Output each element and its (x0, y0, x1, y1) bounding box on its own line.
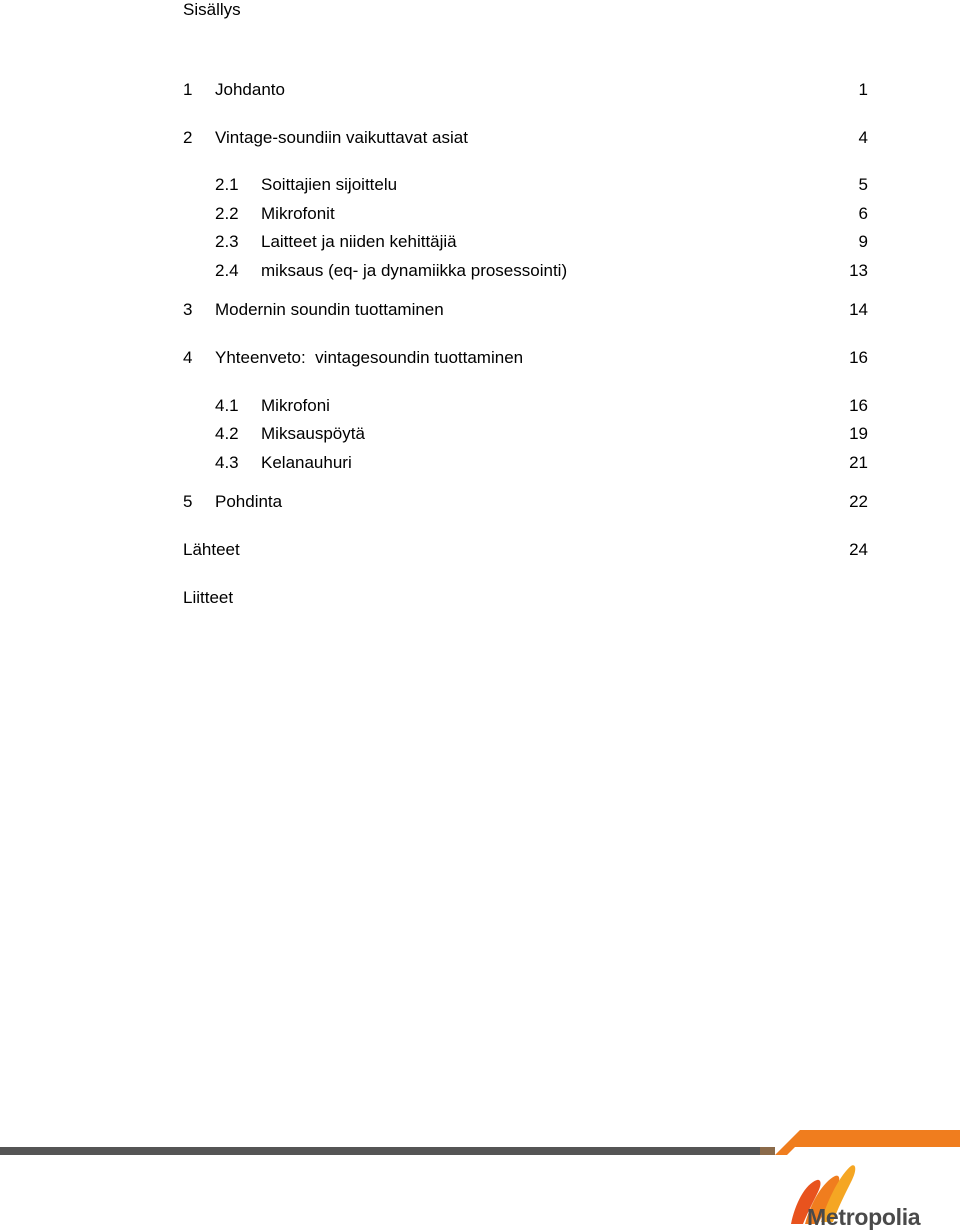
toc-entry-page: 24 (849, 540, 868, 559)
toc-entry[interactable] (183, 539, 868, 561)
toc-subentry[interactable] (183, 260, 868, 282)
toc-subentry[interactable] (183, 395, 868, 417)
toc-subentry[interactable] (183, 203, 868, 225)
toc-entry-label: Modernin soundin tuottaminen (215, 300, 444, 319)
toc-entry-label: Miksauspöytä (261, 424, 365, 443)
toc-entry-number: 2.2 (215, 204, 239, 223)
toc-entry-label: Laitteet ja niiden kehittäjiä (261, 232, 457, 251)
toc-entry-number: 2.3 (215, 232, 239, 251)
toc-entry-number: 1 (183, 80, 193, 99)
toc-entry-label: Soittajien sijoittelu (261, 175, 398, 194)
metropolia-logo-text: Metropolia (807, 1204, 921, 1230)
footer-band (0, 1130, 960, 1160)
toc-entry-label: miksaus (eq- ja dynamiikka prosessointi) (261, 261, 568, 280)
footer-band-gradient (760, 1147, 775, 1155)
toc-entry-number: 2.4 (215, 261, 239, 280)
toc-entry-number: 2.1 (215, 175, 239, 194)
toc-entry-number: 4.1 (215, 396, 239, 415)
footer-band-dark (0, 1147, 775, 1155)
toc-subentry[interactable] (183, 174, 868, 196)
toc-entry-number: 5 (183, 492, 193, 511)
toc-entry-page: 6 (858, 204, 868, 223)
toc-entry-page: 5 (858, 175, 868, 194)
toc-entry-page: 21 (849, 453, 868, 472)
toc-entry-label: Mikrofonit (261, 204, 335, 223)
toc-entry-number: 4.2 (215, 424, 239, 443)
toc-entry-label: Yhteenveto: vintagesoundin tuottaminen (215, 348, 524, 367)
toc-entry-number: 4.3 (215, 453, 239, 472)
toc-entry-page: 13 (849, 261, 868, 280)
toc-entry-number: 3 (183, 300, 193, 319)
toc-entry-page: 14 (849, 300, 868, 319)
toc-entry-page: 22 (849, 492, 868, 511)
toc-entry-label: Kelanauhuri (261, 453, 352, 472)
toc-entry[interactable] (183, 127, 868, 149)
toc-entry-label: Liitteet (183, 588, 234, 607)
toc-entry-number: 4 (183, 348, 193, 367)
toc-subentry[interactable] (183, 231, 868, 253)
toc-entry[interactable] (183, 587, 868, 609)
toc-subentry[interactable] (183, 423, 868, 445)
toc-entry-page: 16 (849, 348, 868, 367)
toc-entry[interactable] (183, 491, 868, 513)
toc-entry-page: 9 (858, 232, 868, 251)
toc-entry-page: 16 (849, 396, 868, 415)
footer-band-accent (775, 1130, 960, 1155)
toc-entry-page: 1 (858, 80, 868, 99)
toc-entry-label: Mikrofoni (261, 396, 330, 415)
toc-entry-page: 19 (849, 424, 868, 443)
toc-entry-label: Lähteet (183, 540, 240, 559)
toc-entry-page: 4 (858, 128, 868, 147)
toc-entry-label: Vintage-soundiin vaikuttavat asiat (215, 128, 468, 147)
toc-entry[interactable] (183, 299, 868, 321)
toc-entry-label: Johdanto (215, 80, 285, 99)
toc-subentry[interactable] (183, 452, 868, 474)
toc-entry-number: 2 (183, 128, 193, 147)
toc-entry[interactable] (183, 79, 868, 101)
toc-entry[interactable] (183, 347, 868, 369)
toc-entry-label: Pohdinta (215, 492, 283, 511)
toc-title: Sisällys (183, 0, 241, 19)
